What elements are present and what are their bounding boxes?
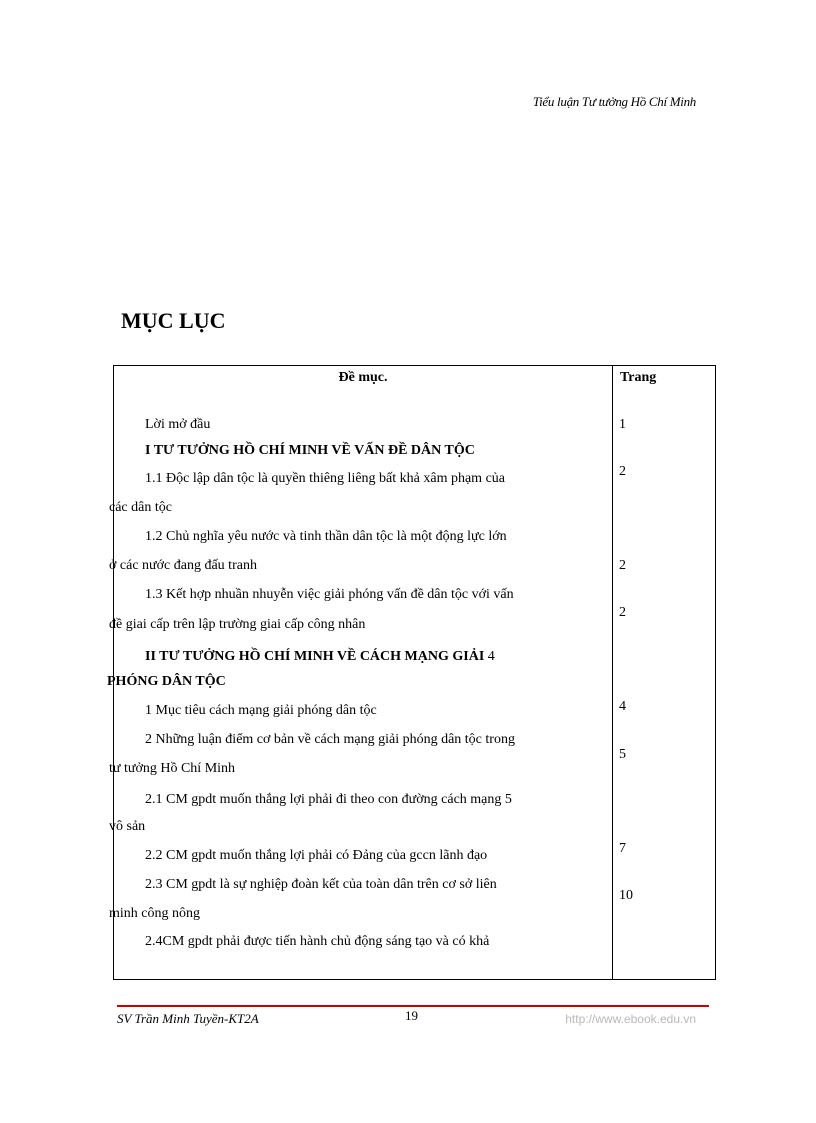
footer-page-number: 19 [405, 1008, 418, 1023]
toc-section-2: II TƯ TƯỞNG HỒ CHÍ MINH VỀ CÁCH MẠNG GIẢI [145, 649, 485, 664]
toc-entry-1-1-cont: các dân tộc [109, 500, 172, 515]
toc-entry-2-2-4: 2.4CM gpdt phải được tiến hành chủ động sáng tạo và có khả [145, 934, 490, 949]
toc-table [107, 365, 716, 980]
toc-entry-2-2-1-cont: vô sản [109, 819, 146, 834]
toc-page-number: 10 [619, 888, 633, 903]
toc-entry-2-2-3: 2.3 CM gpdt là sự nghiệp đoàn kết của toàn dân trên cơ sở liên [145, 877, 497, 892]
toc-entry-2-2: 2 Những luận điểm cơ bản về cách mạng giải phóng dân tộc trong [145, 732, 515, 747]
toc-section-1: I TƯ TƯỞNG HỒ CHÍ MINH VỀ VẤN ĐỀ DÂN TỘC [145, 443, 475, 458]
toc-entry-2-2-2: 2.2 CM gpdt muốn thắng lợi phải có Đảng của gccn lãnh đạo [145, 848, 488, 863]
toc-section-2-cont: PHÓNG DÂN TỘC [107, 674, 226, 689]
toc-section-2-inline-page: 4 [487, 649, 495, 664]
toc-page-number: 4 [619, 699, 626, 714]
toc-entry-1-3: 1.3 Kết hợp nhuần nhuyễn việc giải phóng vấn đề dân tộc với vấn [145, 587, 514, 602]
footer-divider [117, 1005, 709, 1007]
toc-page-number: 5 [619, 747, 626, 762]
toc-entry-2-2-3-cont: minh công nông [109, 906, 200, 921]
toc-page-number: 2 [619, 558, 626, 573]
toc-entry-1-3-cont: đề giai cấp trên lập trường giai cấp công nhân [109, 617, 366, 632]
toc-column-title: Đề mục. [338, 370, 388, 385]
toc-entry-1-2: 1.2 Chủ nghĩa yêu nước và tinh thần dân tộc là một động lực lớn [145, 529, 507, 544]
footer-url: http://www.ebook.edu.vn [565, 1012, 696, 1026]
toc-page-number: 2 [619, 464, 626, 479]
toc-heading: MỤC LỤC [121, 308, 226, 333]
toc-page-number: 2 [619, 605, 626, 620]
toc-page-number: 7 [619, 841, 626, 856]
toc-column-page: Trang [620, 370, 657, 385]
toc-entry-intro: Lời mở đầu [145, 417, 211, 432]
column-divider [612, 366, 613, 979]
document-header-title: Tiểu luận Tư tưởng Hồ Chí Minh [532, 94, 696, 109]
footer-author: SV Trần Minh Tuyền-KT2A [117, 1011, 259, 1026]
toc-entry-1-2-cont: ở các nước đang đấu tranh [109, 558, 257, 573]
toc-entry-2-2-cont: tư tưởng Hồ Chí Minh [109, 761, 236, 776]
toc-entry-1-1: 1.1 Độc lập dân tộc là quyền thiêng liêng bất khả xâm phạm của [145, 471, 506, 486]
toc-entry-2-1: 1 Mục tiêu cách mạng giải phóng dân tộc [145, 703, 377, 718]
toc-page-number: 1 [619, 417, 626, 432]
toc-entry-2-2-1: 2.1 CM gpdt muốn thắng lợi phải đi theo con đường cách mạng 5 [145, 792, 512, 807]
